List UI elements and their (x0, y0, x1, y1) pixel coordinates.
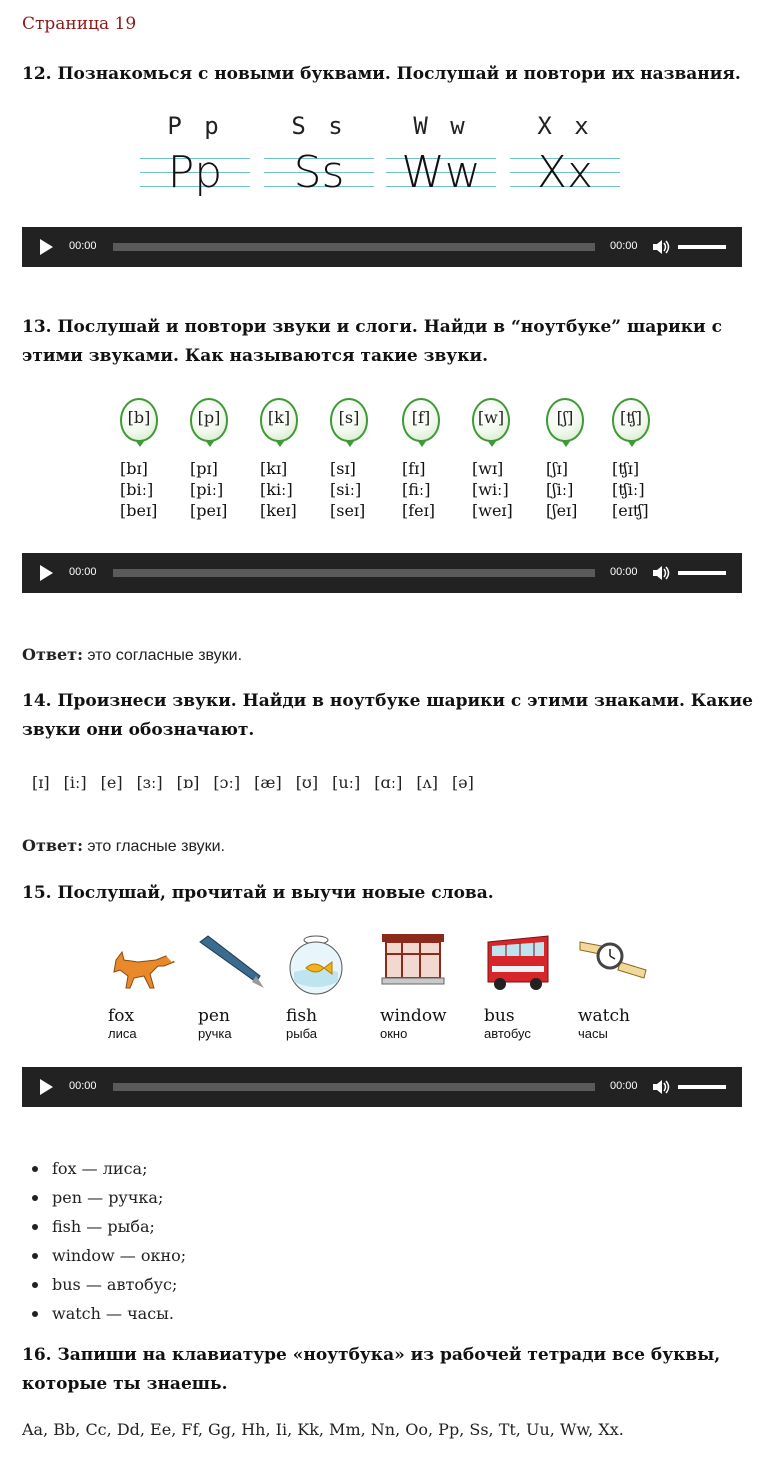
task16-title (22, 1341, 720, 1399)
vowel: [ə] (451, 773, 474, 792)
vowel: [æ] (254, 773, 282, 792)
current-time: 00:00 (69, 566, 97, 578)
current-time: 00:00 (69, 240, 97, 252)
balloon-group (190, 398, 250, 521)
vocab-translation: рыба (286, 1026, 317, 1041)
vocab-word: pen (198, 1006, 230, 1026)
syllable: [feɪ] (402, 501, 435, 520)
syllable: [bɪ] (120, 459, 148, 478)
syllable: [ʧɪ] (612, 459, 640, 478)
word-list (22, 1154, 186, 1328)
task13-title-line1: 13. Послушай и повтори звуки и слоги. Найди в “ноутбуке” шарики с (22, 317, 722, 337)
vocab-translation: лиса (108, 1026, 137, 1041)
vowel: [ɔː] (213, 773, 241, 792)
balloon-group (402, 398, 462, 521)
syllable: [eɪʧ] (612, 501, 649, 520)
syllable: [siː] (330, 480, 362, 499)
balloon-group (330, 398, 390, 521)
list-item: bus — автобус; (52, 1270, 186, 1299)
balloon-f: [f] (402, 398, 440, 442)
syllable: [pɪ] (190, 459, 218, 478)
syllable: [kiː] (260, 480, 293, 499)
pen-icon (198, 932, 268, 992)
task14-answer (22, 836, 225, 856)
syllable: [fɪ] (402, 459, 426, 478)
volume-icon[interactable] (652, 1079, 670, 1095)
answer-text: это гласные звуки. (82, 838, 225, 855)
letter-p (140, 112, 250, 202)
vowel: [ɪ] (32, 773, 50, 792)
balloons-illustration (108, 398, 668, 528)
volume-slider[interactable] (678, 1085, 726, 1089)
syllable: [ʃɪ] (546, 459, 568, 478)
syllable: [sɪ] (330, 459, 356, 478)
audio-player-3 (22, 1067, 742, 1107)
letter-print: P p (167, 112, 223, 140)
syllable: [biː] (120, 480, 154, 499)
task13-answer (22, 645, 242, 665)
balloon-group (120, 398, 180, 521)
syllable: [ʃiː] (546, 480, 574, 499)
vowel: [uː] (332, 773, 361, 792)
fishbowl-icon (286, 932, 350, 998)
syllable: [keɪ] (260, 501, 297, 520)
volume-slider[interactable] (678, 571, 726, 575)
answer-label: Ответ: (22, 836, 83, 855)
syllable: [ʧiː] (612, 480, 645, 499)
play-icon[interactable] (40, 239, 53, 255)
balloon-sh: [ʃ] (546, 398, 584, 442)
list-item: pen — ручка; (52, 1183, 186, 1212)
vowel: [ɒ] (176, 773, 200, 792)
vocabulary-pictures (100, 932, 660, 1052)
task13-title-line2: этими звуками. Как называются такие звуки. (22, 346, 488, 366)
letter-print: X x (537, 112, 593, 140)
progress-rail[interactable] (113, 1083, 595, 1091)
vocab-word: fox (108, 1006, 135, 1026)
bus-icon (484, 932, 554, 996)
balloon-s: [s] (330, 398, 368, 442)
answer-label: Ответ: (22, 645, 83, 664)
task15-title: 15. Послушай, прочитай и выучи новые слова. (22, 883, 494, 903)
balloon-p: [p] (190, 398, 228, 442)
list-item: fish — рыба; (52, 1212, 186, 1241)
balloon-group (546, 398, 606, 521)
volume-slider[interactable] (678, 245, 726, 249)
vocab-item (484, 932, 574, 1041)
letter-w (386, 112, 496, 202)
vocab-item (108, 932, 198, 1041)
syllable: [wiː] (472, 480, 509, 499)
vocab-word: fish (286, 1006, 318, 1026)
audio-player-2 (22, 553, 742, 593)
vowel: [ɜː] (136, 773, 163, 792)
vocab-translation: ручка (198, 1026, 232, 1041)
window-icon (380, 932, 446, 988)
letter-script: Pp (167, 147, 223, 198)
letter-script: Xx (536, 147, 594, 198)
duration: 00:00 (610, 1080, 638, 1092)
letter-script: Ww (401, 147, 481, 198)
vowel: [e] (100, 773, 123, 792)
list-item: window — окно; (52, 1241, 186, 1270)
syllable: [weɪ] (472, 501, 513, 520)
letter-x (510, 112, 620, 202)
letter-script: Ss (293, 147, 345, 198)
task16-title-line1: 16. Запиши на клавиатуре «ноутбука» из рабочей тетради все буквы, (22, 1345, 721, 1365)
syllable: [seɪ] (330, 501, 366, 520)
page-title: Страница 19 (22, 14, 137, 34)
vowel-sounds (32, 773, 488, 792)
duration: 00:00 (610, 240, 638, 252)
vowel: [ʌ] (416, 773, 438, 792)
fox-icon (108, 942, 178, 992)
balloon-k: [k] (260, 398, 298, 442)
balloon-group (612, 398, 672, 521)
balloon-group (472, 398, 532, 521)
vocab-translation: окно (380, 1026, 408, 1041)
vocab-item (286, 932, 376, 1041)
vocab-translation: автобус (484, 1026, 531, 1041)
vocab-word: bus (484, 1006, 515, 1026)
task12-title: 12. Познакомься с новыми буквами. Послушай и повтори их названия. (22, 64, 741, 84)
syllable: [beɪ] (120, 501, 158, 520)
balloon-ch: [ʧ] (612, 398, 650, 442)
duration: 00:00 (610, 566, 638, 578)
volume-icon[interactable] (652, 565, 670, 581)
vocab-item (578, 932, 668, 1041)
vowel: [ʊ] (295, 773, 319, 792)
letter-s (264, 112, 374, 202)
vocab-word: watch (578, 1006, 630, 1026)
vocab-item (198, 932, 288, 1041)
task14-title (22, 687, 753, 745)
syllable: [wɪ] (472, 459, 504, 478)
balloon-w: [w] (472, 398, 510, 442)
syllable: [peɪ] (190, 501, 228, 520)
syllable: [kɪ] (260, 459, 288, 478)
vocab-translation: часы (578, 1026, 608, 1041)
play-icon[interactable] (40, 565, 53, 581)
play-icon[interactable] (40, 1079, 53, 1095)
watch-icon (578, 932, 650, 982)
balloon-b: [b] (120, 398, 158, 442)
task16-title-line2: которые ты знаешь. (22, 1374, 228, 1394)
vocab-word: window (380, 1006, 447, 1026)
syllable: [fiː] (402, 480, 431, 499)
letters-illustration (150, 112, 620, 212)
progress-rail[interactable] (113, 243, 595, 251)
volume-icon[interactable] (652, 239, 670, 255)
task13-title (22, 313, 722, 371)
balloon-group (260, 398, 320, 521)
syllable: [piː] (190, 480, 224, 499)
letter-print: W w (413, 112, 469, 140)
current-time: 00:00 (69, 1080, 97, 1092)
syllable: [ʃeɪ] (546, 501, 578, 520)
audio-player-1 (22, 227, 742, 267)
vowel: [iː] (63, 773, 87, 792)
list-item: watch — часы. (52, 1299, 186, 1328)
answer-text: это согласные звуки. (82, 647, 243, 664)
task14-title-line1: 14. Произнеси звуки. Найди в ноутбуке шарики с этими знаками. Какие (22, 691, 753, 711)
task16-answer: Aa, Bb, Cc, Dd, Ee, Ff, Gg, Hh, Ii, Kk, Mm, Nn, Oo, Pp, Ss, Tt, Uu, Ww, Xx. (22, 1420, 624, 1439)
task14-title-line2: звуки они обозначают. (22, 720, 255, 740)
list-item: fox — лиса; (52, 1154, 186, 1183)
letter-print: S s (291, 112, 347, 140)
vocab-item (380, 932, 470, 1041)
progress-rail[interactable] (113, 569, 595, 577)
vowel: [ɑː] (374, 773, 403, 792)
